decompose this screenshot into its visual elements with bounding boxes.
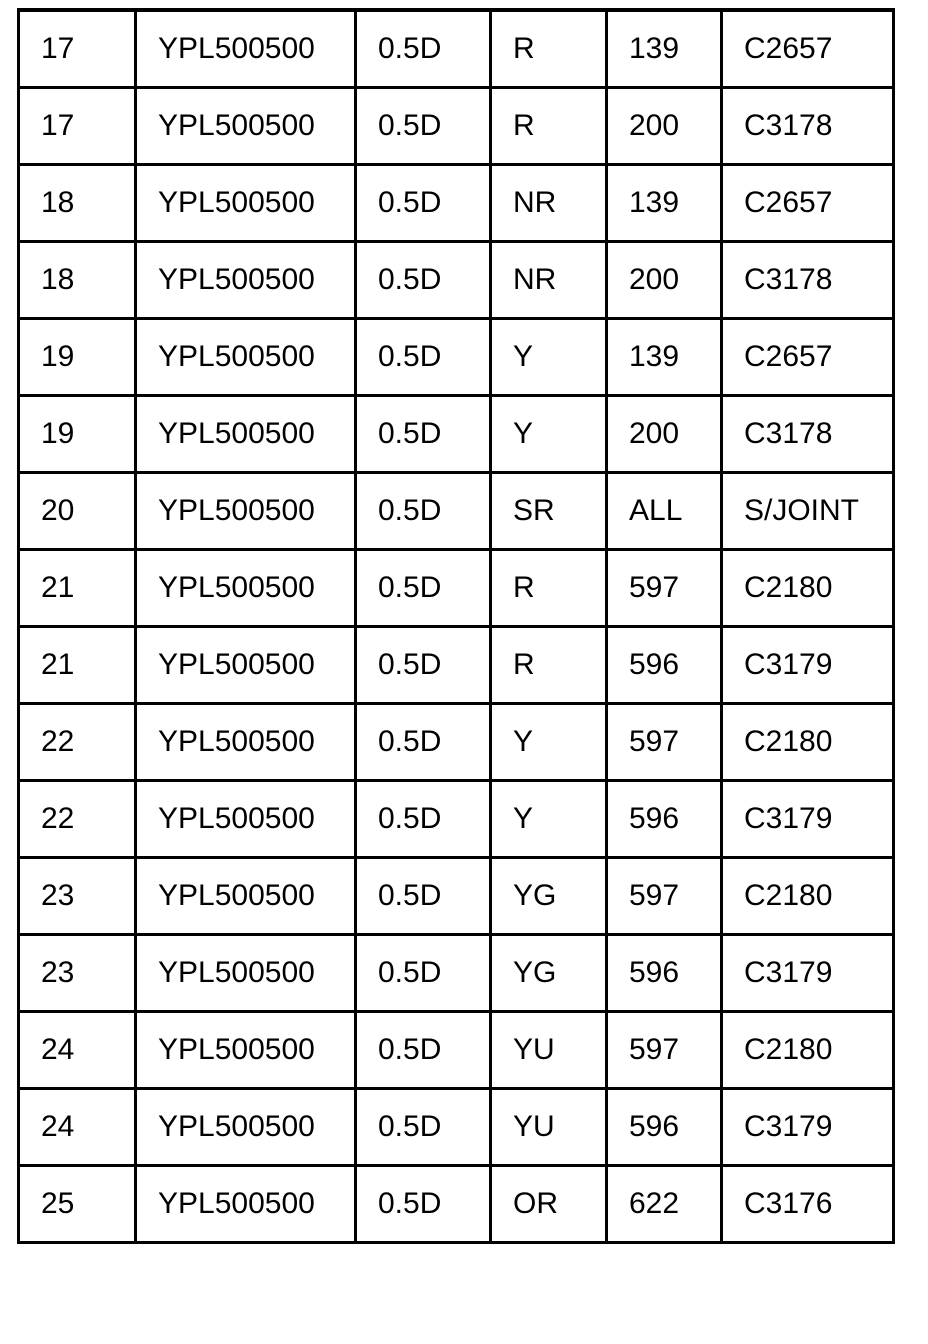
value-cell: 622 [607, 1165, 722, 1242]
table-row [19, 857, 894, 934]
part-number-cell: YPL500500 [136, 1165, 356, 1242]
table-row [19, 164, 894, 241]
connector-cell: C3179 [722, 780, 894, 857]
connector-cell: C3178 [722, 241, 894, 318]
table-row [19, 87, 894, 164]
row-number-cell: 24 [19, 1088, 136, 1165]
value-cell: 596 [607, 780, 722, 857]
color-code-cell: YG [491, 857, 607, 934]
part-number-cell: YPL500500 [136, 87, 356, 164]
part-number-cell: YPL500500 [136, 626, 356, 703]
value-cell: 139 [607, 10, 722, 87]
row-number-cell: 20 [19, 472, 136, 549]
color-code-cell: YG [491, 934, 607, 1011]
value-cell: 200 [607, 241, 722, 318]
table-row [19, 549, 894, 626]
size-cell: 0.5D [356, 395, 491, 472]
table-row [19, 241, 894, 318]
table-row [19, 472, 894, 549]
color-code-cell: R [491, 10, 607, 87]
connector-cell: C2657 [722, 164, 894, 241]
row-number-cell: 19 [19, 395, 136, 472]
color-code-cell: Y [491, 395, 607, 472]
data-table-container [17, 8, 892, 1244]
row-number-cell: 24 [19, 1011, 136, 1088]
row-number-cell: 22 [19, 703, 136, 780]
size-cell: 0.5D [356, 1165, 491, 1242]
value-cell: 139 [607, 318, 722, 395]
color-code-cell: R [491, 87, 607, 164]
part-number-cell: YPL500500 [136, 857, 356, 934]
part-number-cell: YPL500500 [136, 934, 356, 1011]
connector-cell: C2180 [722, 549, 894, 626]
value-cell: 200 [607, 395, 722, 472]
color-code-cell: OR [491, 1165, 607, 1242]
size-cell: 0.5D [356, 780, 491, 857]
color-code-cell: NR [491, 241, 607, 318]
connector-cell: C3179 [722, 1088, 894, 1165]
size-cell: 0.5D [356, 549, 491, 626]
connector-cell: C2180 [722, 703, 894, 780]
table-row [19, 318, 894, 395]
size-cell: 0.5D [356, 934, 491, 1011]
table-row [19, 703, 894, 780]
row-number-cell: 21 [19, 549, 136, 626]
size-cell: 0.5D [356, 318, 491, 395]
size-cell: 0.5D [356, 241, 491, 318]
size-cell: 0.5D [356, 1011, 491, 1088]
row-number-cell: 25 [19, 1165, 136, 1242]
row-number-cell: 18 [19, 164, 136, 241]
connector-cell: C3178 [722, 87, 894, 164]
part-number-cell: YPL500500 [136, 10, 356, 87]
part-number-cell: YPL500500 [136, 1088, 356, 1165]
part-number-cell: YPL500500 [136, 1011, 356, 1088]
table-row [19, 1011, 894, 1088]
color-code-cell: YU [491, 1088, 607, 1165]
size-cell: 0.5D [356, 1088, 491, 1165]
connector-cell: C3179 [722, 934, 894, 1011]
row-number-cell: 23 [19, 934, 136, 1011]
color-code-cell: NR [491, 164, 607, 241]
row-number-cell: 22 [19, 780, 136, 857]
color-code-cell: Y [491, 780, 607, 857]
color-code-cell: R [491, 549, 607, 626]
table-row [19, 1088, 894, 1165]
wiring-table [17, 8, 895, 1244]
value-cell: 200 [607, 87, 722, 164]
table-row [19, 1165, 894, 1242]
value-cell: 139 [607, 164, 722, 241]
size-cell: 0.5D [356, 87, 491, 164]
connector-cell: C3178 [722, 395, 894, 472]
connector-cell: C2657 [722, 318, 894, 395]
value-cell: ALL [607, 472, 722, 549]
color-code-cell: R [491, 626, 607, 703]
part-number-cell: YPL500500 [136, 549, 356, 626]
value-cell: 596 [607, 626, 722, 703]
size-cell: 0.5D [356, 472, 491, 549]
connector-cell: C2180 [722, 1011, 894, 1088]
connector-cell: S/JOINT [722, 472, 894, 549]
part-number-cell: YPL500500 [136, 318, 356, 395]
color-code-cell: SR [491, 472, 607, 549]
row-number-cell: 19 [19, 318, 136, 395]
color-code-cell: Y [491, 703, 607, 780]
value-cell: 596 [607, 934, 722, 1011]
connector-cell: C2657 [722, 10, 894, 87]
row-number-cell: 21 [19, 626, 136, 703]
connector-cell: C3179 [722, 626, 894, 703]
value-cell: 596 [607, 1088, 722, 1165]
part-number-cell: YPL500500 [136, 472, 356, 549]
connector-cell: C2180 [722, 857, 894, 934]
table-row [19, 934, 894, 1011]
row-number-cell: 18 [19, 241, 136, 318]
size-cell: 0.5D [356, 626, 491, 703]
table-body [19, 10, 894, 1242]
size-cell: 0.5D [356, 164, 491, 241]
size-cell: 0.5D [356, 703, 491, 780]
value-cell: 597 [607, 549, 722, 626]
table-row [19, 780, 894, 857]
color-code-cell: Y [491, 318, 607, 395]
row-number-cell: 23 [19, 857, 136, 934]
value-cell: 597 [607, 703, 722, 780]
part-number-cell: YPL500500 [136, 780, 356, 857]
part-number-cell: YPL500500 [136, 241, 356, 318]
table-row [19, 395, 894, 472]
part-number-cell: YPL500500 [136, 703, 356, 780]
value-cell: 597 [607, 1011, 722, 1088]
row-number-cell: 17 [19, 87, 136, 164]
row-number-cell: 17 [19, 10, 136, 87]
connector-cell: C3176 [722, 1165, 894, 1242]
color-code-cell: YU [491, 1011, 607, 1088]
table-row [19, 10, 894, 87]
part-number-cell: YPL500500 [136, 164, 356, 241]
value-cell: 597 [607, 857, 722, 934]
size-cell: 0.5D [356, 10, 491, 87]
table-row [19, 626, 894, 703]
size-cell: 0.5D [356, 857, 491, 934]
part-number-cell: YPL500500 [136, 395, 356, 472]
